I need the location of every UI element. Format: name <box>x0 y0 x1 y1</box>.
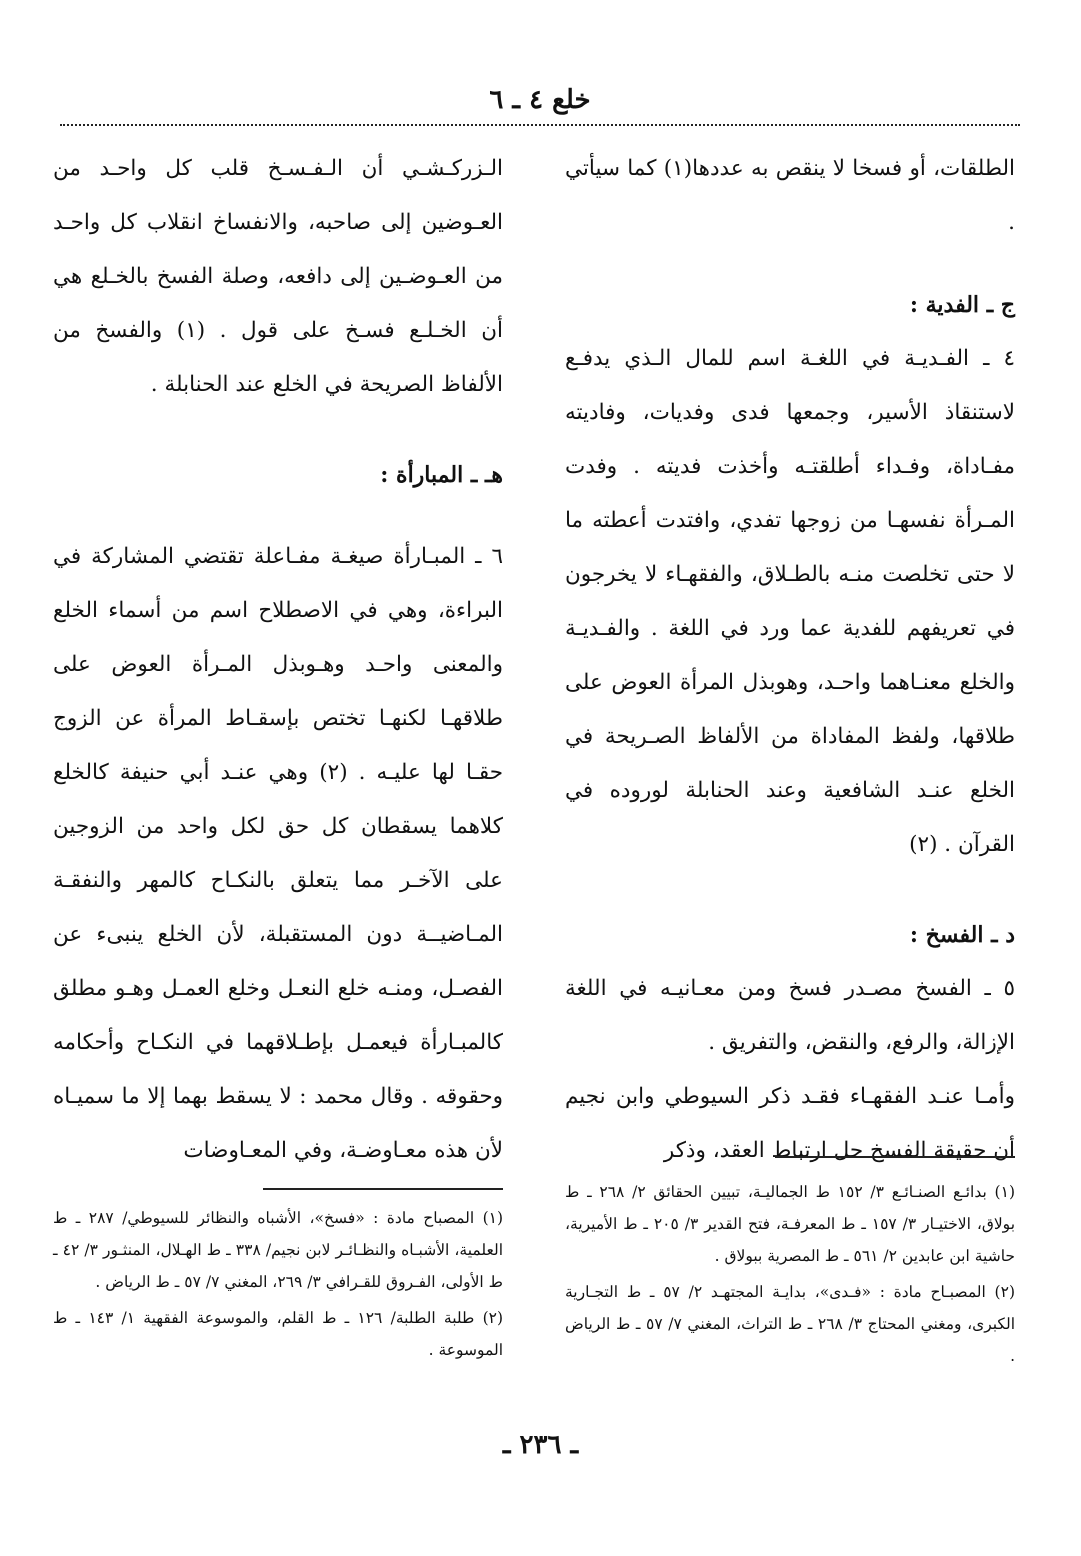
section-heading-mubaraa: هـ ـ المبارأة : <box>380 462 503 488</box>
page-number: ـ ٢٣٦ ـ <box>502 1430 579 1460</box>
footnotes-right <box>565 1176 1015 1376</box>
footnote-rule-left <box>263 1188 503 1190</box>
section-heading-faskh: د ـ الفسخ : <box>909 922 1015 948</box>
left-column <box>53 142 503 1178</box>
running-header: خلع ٤ ـ ٦ <box>489 85 591 115</box>
right-column <box>565 142 1015 1178</box>
footnote-right-2: (٢) المصبـاح مادة : «فـدى»، بدايـة المجتهـد ٢/ ٥٧ ـ ط التجـارية الكبرى، ومغني المحتاج ٣/ ٢٦٨ ـ ط التراث، المغني ٧/ ٥٧ ـ ط الرياض . <box>565 1283 1016 1365</box>
footnotes-left <box>53 1202 503 1370</box>
footnote-left-1: (١) المصباح مادة : «فسخ»، الأشباه والنظائر للسيوطي/ ٢٨٧ ـ ط العلمية، الأشبـاه والنظـائـر لابن نجيم/ ٣٣٨ ـ ط الهـلال، المنثـور ٣/ ٤٢ ـ ط الأولى، الفـروق للقـرافي ٣/ ٢٦٩، المغني ٧/ ٥٧ ـ ط الرياض . <box>53 1209 504 1291</box>
header-dotted-rule <box>60 124 1020 126</box>
continued-paragraph: الـزركـشـي أن الـفـسـخ قلب كل واحـد من العـوضين إلى صاحبه، والانفساخ انقلاب كل واحـد من العـوضـين إلى دافعه، وصلة الفسخ بالخـلع هي أن الخـلـع فسـخ على قول . (١) والفسخ من الألفاظ الصريحة في الخلع عند الحنابلة . <box>53 156 504 397</box>
section-heading-fidya: ج ـ الفدية : <box>909 292 1015 318</box>
paragraph-5-continued: وأمـا عنـد الفقهـاء فقـد ذكر السيوطي وابن نجيم أن حقيقة الفسخ حل ارتباط العقد، وذكر <box>565 1084 1015 1163</box>
paragraph-5: ٥ ـ الفسخ مصـدر فسخ ومن معـانيـه في اللغة الإزالة، والرفع، والنقض، والتفريق . <box>565 976 1015 1055</box>
paragraph-6: ٦ ـ المبـارأة صيغـة مفـاعلة تقتضي المشاركة في البراءة، وهي في الاصطلاح اسم من أسماء الخلع والمعنى واحـد وهـوبذل المـرأة العوض على طلاقهـا لكنهـا تختص بإسقـاط المرأة عن الزوج حقـا لها عليـه . (٢) وهي عنـد أبي حنيفة كالخلع كلاهما يسقطان كل حق لكل واحد من الزوجين على الآخـر مما يتعلق بالنكـاح كالمهر والنفقـة المـاضيــة دون المستقبلة، لأن الخلع ينبىء عن الفصـل، ومنـه خلع النعـل وخلع العمـل وهـو مطلق كالمبـارأة فيعمـل بإطـلاقهما في النكـاح وأحكامه وحقوقه . وقال محمد : لا يسقط بهما إلا ما سميـاه لأن هذه معـاوضـة، وفي المعـاوضات <box>53 544 503 1163</box>
intro-paragraph: الطلقات، أو فسخا لا ينقص به عددها(١) كما سيأتي . <box>565 156 1015 235</box>
footnote-rule-right <box>775 1156 1015 1158</box>
footnote-right-1: (١) بدائـع الصنـائـع ٣/ ١٥٢ ط الجماليـة، تبيين الحقائق ٢/ ٢٦٨ ـ ط بولاق، الاختيـار ٣/ ١٥٧ ـ ط المعرفـة، فتح القدير ٣/ ٢٠٥ ـ ط الأميرية، حاشية ابن عابدين ٢/ ٥٦١ ـ ط المصرية ببولاق . <box>565 1183 1016 1265</box>
paragraph-4: ٤ ـ الفـديـة في اللغـة اسم للمال الـذي يدفـع لاستنقاذ الأسير، وجمعها فدى وفديات، وفاديته مفـاداة، وفـداء أطلقتـه وأخذت فديته . وفدت المـرأة نفسهـا من زوجها تفدي، وافتدت أعطته ما لا حتى تخلصت منـه بالطـلاق، والفقهـاء لا يخرجون في تعريفهم للفدية عما ورد في اللغة . والفـديـة والخلع معنـاهما واحـد، وهوبذل المرأة العوض على طلاقها، ولفظ المفاداة من الألفاظ الصـريحة في الخلع عنـد الشافعية وعند الحنابلة لوروده في القرآن . (٢) <box>565 346 1015 857</box>
footnote-left-2: (٢) طلبة الطلبة/ ١٢٦ ـ ط القلم، والموسوعة الفقهية ١/ ١٤٣ ـ ط الموسوعة . <box>53 1309 504 1359</box>
